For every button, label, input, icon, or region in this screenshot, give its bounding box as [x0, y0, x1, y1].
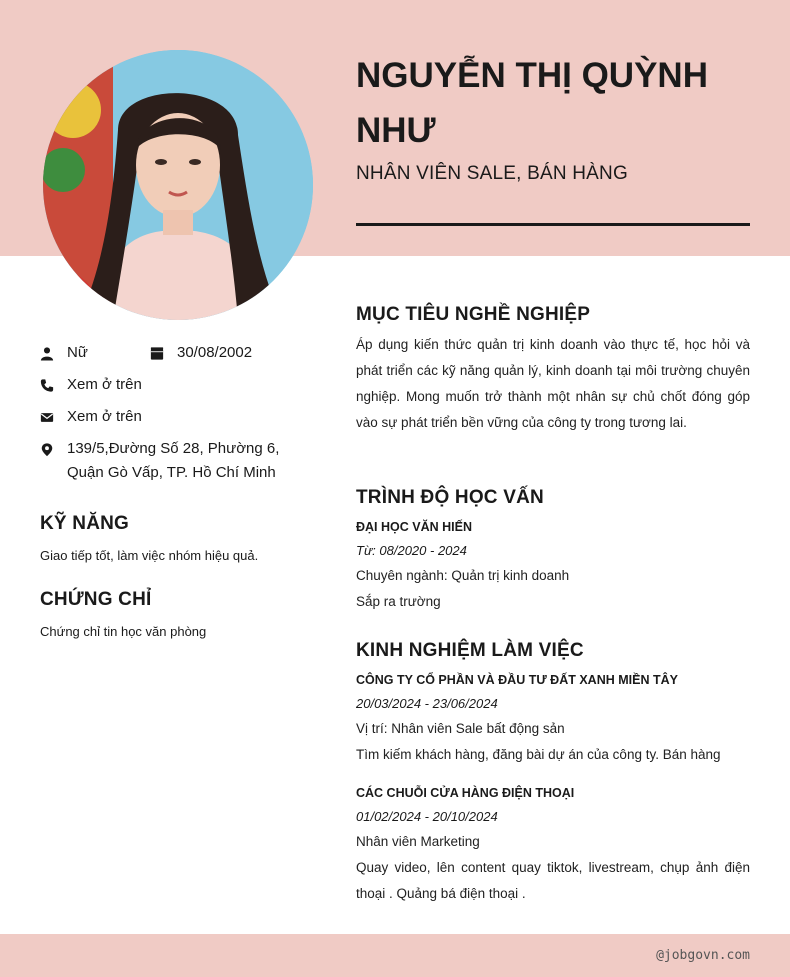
certificates-text: Chứng chỉ tin học văn phòng: [40, 624, 207, 639]
job-role: Vị trí: Nhân viên Sale bất động sản: [356, 721, 565, 736]
job-company: CÁC CHUỖI CỬA HÀNG ĐIỆN THOẠI: [356, 786, 575, 800]
dob-value: 30/08/2002: [177, 344, 253, 361]
gender-row: [40, 341, 88, 365]
person-icon: [40, 341, 54, 365]
education-major: Chuyên ngành: Quản trị kinh doanh: [356, 568, 570, 583]
mail-icon: [40, 405, 54, 429]
education-status: Sắp ra trường: [356, 594, 441, 609]
job-company: CÔNG TY CỔ PHẦN VÀ ĐẦU TƯ ĐẤT XANH MIỀN TÂY: [356, 673, 678, 687]
phone-row: [40, 373, 142, 397]
phone-value: Xem ở trên: [67, 376, 142, 393]
phone-icon: [40, 373, 54, 397]
skills-heading: KỸ NĂNG: [40, 513, 130, 534]
experience-heading: KINH NGHIỆM LÀM VIỆC: [356, 640, 584, 661]
address-row: [40, 437, 300, 485]
school-name: ĐẠI HỌC VĂN HIẾN: [356, 520, 472, 534]
education-period: Từ: 08/2020 - 2024: [356, 543, 467, 558]
job-description: Quay video, lên content quay tiktok, livestream, chụp ảnh điện thoại . Quảng bá điện thoại .: [356, 860, 750, 901]
skills-text: Giao tiếp tốt, làm việc nhóm hiệu quả.: [40, 548, 259, 563]
footer-watermark: @jobgovn.com: [656, 948, 750, 963]
education-heading: TRÌNH ĐỘ HỌC VẤN: [356, 487, 544, 508]
email-row: [40, 405, 142, 429]
calendar-icon: [150, 341, 164, 365]
objective-text: Áp dụng kiến thức quản trị kinh doanh vào thực tế, học hỏi và phát triển các kỹ năng quản lý, kinh doanh tại môi trường chuyên nghiệp. Mong muốn trở thành một nhân sự chủ chốt đóng góp vào sự phát triển bền vững của công ty trong tương lai.: [356, 337, 750, 430]
email-value: Xem ở trên: [67, 408, 142, 425]
candidate-name: NGUYỄN THỊ QUỲNH NHƯ: [356, 56, 708, 150]
header-divider: [356, 223, 750, 226]
job-description: Tìm kiếm khách hàng, đăng bài dự án của công ty. Bán hàng: [356, 747, 721, 762]
certificates-heading: CHỨNG CHỈ: [40, 589, 152, 610]
dob-row: [150, 341, 252, 365]
job-period: 01/02/2024 - 20/10/2024: [356, 809, 498, 824]
job-role: Nhân viên Marketing: [356, 834, 480, 849]
gender-value: Nữ: [67, 344, 88, 361]
address-value: 139/5,Đường Số 28, Phường 6, Quận Gò Vấp, TP. Hồ Chí Minh: [67, 440, 280, 481]
location-pin-icon: [40, 437, 54, 461]
objective-heading: MỤC TIÊU NGHỀ NGHIỆP: [356, 304, 591, 325]
profile-photo: [43, 50, 313, 320]
job-period: 20/03/2024 - 23/06/2024: [356, 696, 498, 711]
job-title: NHÂN VIÊN SALE, BÁN HÀNG: [356, 163, 628, 184]
